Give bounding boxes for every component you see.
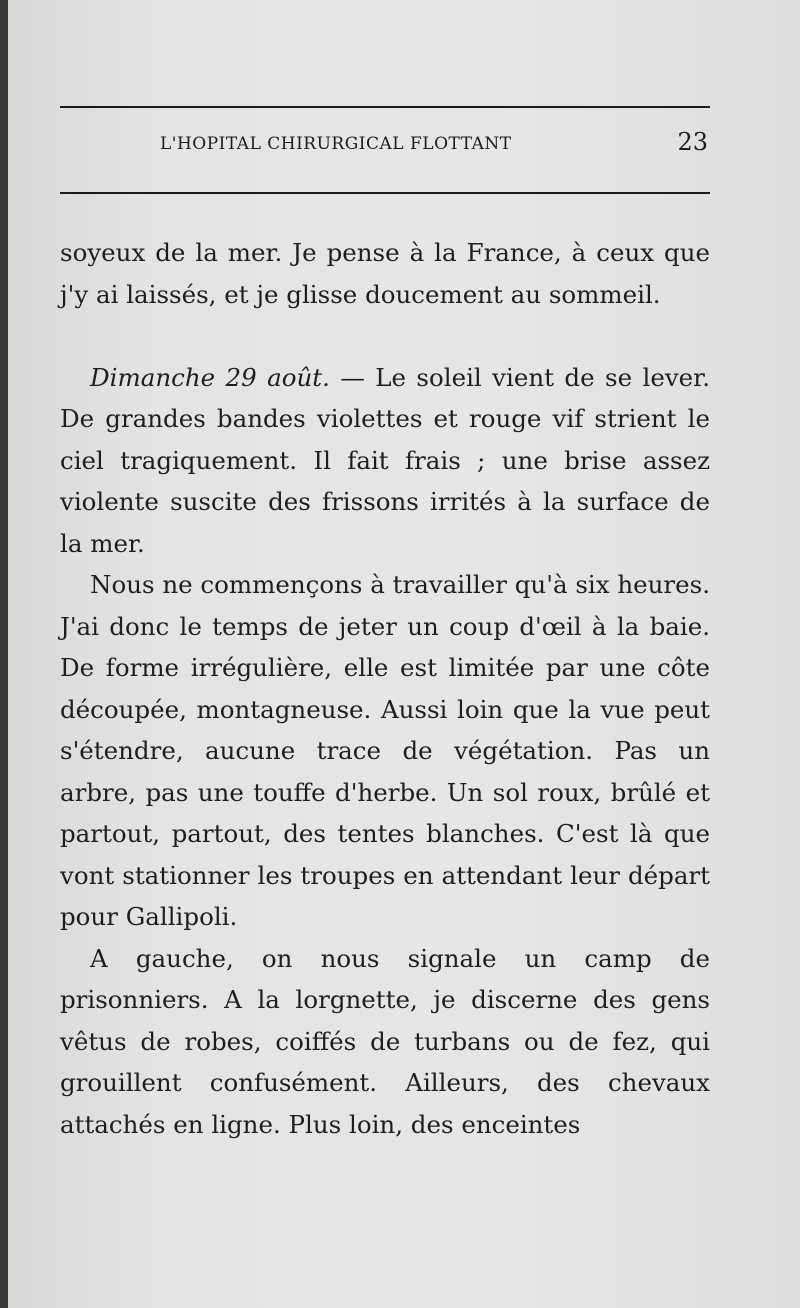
header-top-rule	[60, 106, 710, 108]
book-page	[8, 0, 800, 1308]
running-title: L'HOPITAL CHIRURGICAL FLOTTANT	[160, 134, 512, 154]
paragraph	[60, 938, 710, 1146]
diary-date: Dimanche 29 août.	[90, 362, 330, 392]
paragraph-text: soyeux de la mer. Je pense à la France, à ceux que j'y ai laissés, et je glisse doucement au sommeil.	[60, 238, 710, 309]
paragraph-text: Nous ne commençons à travailler qu'à six heures. J'ai donc le temps de jeter un coup d'œil à la baie. De forme irrégulière, elle est limitée par une côte découpée, montagneuse. Aussi loin que la vue peut s'étendre, aucune trace de végétation. Pas un arbre, pas une touffe d'herbe. Un sol roux, brûlé et partout, partout, des tentes blanches. C'est là que vont stationner les troupes en attendant leur départ pour Gallipoli.	[60, 570, 710, 931]
paragraph-text: — Le soleil vient de se lever. De grandes bandes violettes et rouge vif strient le ciel tragiquement. Il fait frais ; une brise assez violente suscite des frissons irrités à la surface de la mer.	[60, 362, 710, 558]
page-number: 23	[677, 128, 708, 156]
running-head	[60, 128, 710, 162]
paragraph-continuation	[60, 232, 710, 315]
body-text	[60, 232, 710, 1145]
paragraph-diary-entry	[60, 357, 710, 565]
header-bottom-rule	[60, 192, 710, 194]
paragraph-text: A gauche, on nous signale un camp de prisonniers. A la lorgnette, je discerne des gens vêtus de robes, coiffés de turbans ou de fez, qui grouillent confusément. Ailleurs, des chevaux attachés en ligne. Plus loin, des enceintes	[60, 943, 710, 1139]
paragraph	[60, 564, 710, 938]
